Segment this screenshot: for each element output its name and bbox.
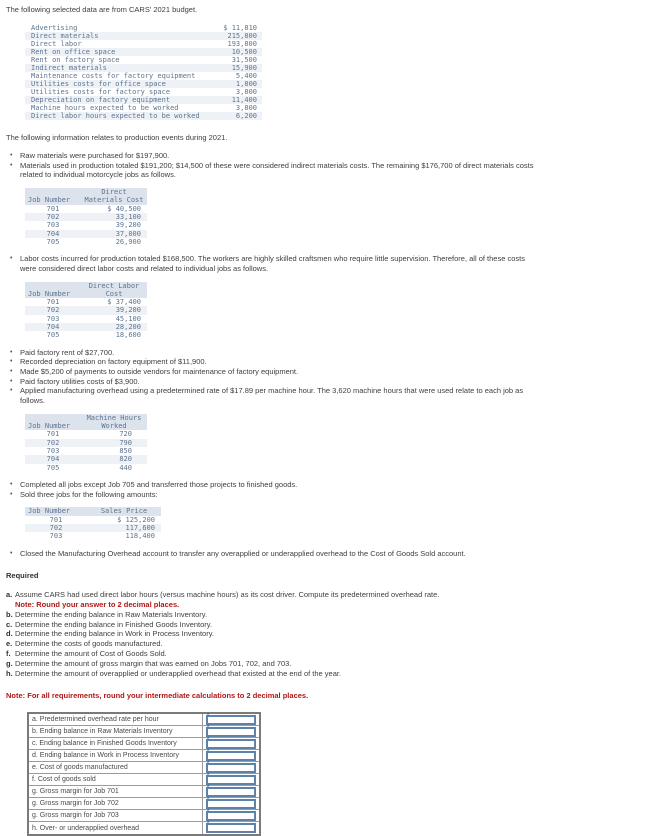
- value-cell: 45,100: [115, 314, 141, 323]
- item-letter: c.: [6, 619, 13, 629]
- value-cell: 720: [119, 430, 132, 439]
- value-cell: 850: [119, 447, 132, 456]
- budget-value: 215,800: [227, 32, 257, 40]
- answer-label: c. Ending balance in Finished Goods Inventory: [29, 738, 203, 749]
- budget-label: Direct labor: [31, 40, 82, 48]
- item-text: Determine the amount of overapplied or underapplied overhead that existed at the end of the year.: [15, 668, 342, 678]
- answer-label: e. Cost of goods manufactured: [29, 762, 203, 773]
- answer-row: [29, 786, 259, 798]
- job-number-cell: 704: [46, 323, 60, 332]
- answer-input-d[interactable]: [206, 751, 256, 761]
- value-cell: 790: [119, 438, 132, 447]
- budget-value: 15,900: [231, 64, 257, 72]
- bullet-item: • Paid factory utilities costs of $3,900.: [6, 377, 538, 387]
- job-number-cell: 702: [46, 213, 60, 221]
- item-letter: h.: [6, 668, 13, 678]
- value-cell: $ 125,200: [117, 515, 155, 524]
- item-text: Assume CARS had used direct labor hours (versus machine hours) as its cost driver. Compute its predetermined overhead rate.: [15, 590, 440, 600]
- budget-table: [25, 24, 262, 120]
- bullet-item: • Paid factory rent of $27,700.: [6, 348, 538, 358]
- budget-label: Maintenance costs for factory equipment: [31, 72, 196, 80]
- completion-bullets: [6, 480, 538, 499]
- required-asterisk-icon: *: [207, 785, 210, 792]
- budget-row: [25, 64, 262, 72]
- direct-materials-table: [25, 188, 147, 246]
- answer-cell: [203, 822, 259, 834]
- job-number-cell: 705: [46, 331, 60, 340]
- answer-cell: [203, 750, 259, 761]
- table-row: [25, 331, 147, 339]
- budget-row: [25, 112, 262, 120]
- answer-cell: [203, 810, 259, 821]
- job-number-cell: 701: [46, 204, 60, 213]
- answer-label: a. Predetermined overhead rate per hour: [29, 714, 203, 725]
- table-row: [25, 306, 147, 314]
- item-text: Determine the ending balance in Raw Materials Inventory.: [15, 609, 208, 619]
- table-row: [25, 516, 161, 524]
- answer-label: h. Over- or underapplied overhead: [29, 822, 203, 834]
- production-intro-text: The following information relates to production events during 2021.: [6, 133, 228, 142]
- answer-label: g. Gross margin for Job 702: [29, 798, 203, 809]
- budget-label: Direct labor hours expected to be worked: [31, 112, 200, 120]
- required-asterisk-icon: *: [207, 713, 210, 720]
- value-cell: $ 40,500: [107, 204, 141, 213]
- answer-input-f[interactable]: [206, 775, 256, 785]
- budget-value: 193,800: [227, 40, 257, 48]
- budget-row: [25, 24, 262, 32]
- table-row: [25, 230, 147, 238]
- job-number-cell: 703: [46, 221, 60, 230]
- table-row: [25, 221, 147, 229]
- table-header: [25, 414, 147, 431]
- budget-label: Utilities costs for office space: [31, 80, 166, 88]
- required-item-c: [6, 620, 521, 630]
- answer-cell: [203, 762, 259, 773]
- job-number-cell: 702: [46, 438, 60, 447]
- answer-label: b. Ending balance in Raw Materials Inventory: [29, 726, 203, 737]
- budget-label: Indirect materials: [31, 64, 107, 72]
- item-text: Determine the costs of goods manufactured.: [15, 639, 163, 649]
- answer-cell: [203, 774, 259, 785]
- budget-label: Rent on office space: [31, 48, 116, 56]
- table-row: [25, 213, 147, 221]
- job-number-cell: 705: [46, 463, 60, 472]
- value-cell: 39,200: [115, 306, 141, 315]
- value-cell: 33,100: [115, 213, 141, 221]
- answer-input-g-703[interactable]: [206, 811, 256, 821]
- required-item-g: [6, 659, 521, 669]
- item-letter: f.: [6, 649, 11, 659]
- budget-value: 3,800: [235, 104, 257, 112]
- budget-row: [25, 88, 262, 96]
- required-asterisk-icon: *: [207, 809, 210, 816]
- value-cell: 26,900: [115, 237, 141, 246]
- required-item-f: [6, 649, 521, 659]
- budget-value: 3,800: [235, 88, 257, 96]
- value-cell: 117,600: [125, 523, 155, 532]
- bullet-item: • Made $5,200 of payments to outside vendors for maintenance of factory equipment.: [6, 367, 538, 377]
- table-row: [25, 464, 147, 472]
- table-header: [25, 282, 147, 299]
- required-asterisk-icon: *: [207, 749, 210, 756]
- rounding-note: Note: For all requirements, round your intermediate calculations to 2 decimal places.: [6, 691, 309, 701]
- column-header: Worked: [81, 422, 147, 430]
- value-cell: 118,400: [125, 532, 155, 541]
- machine-hours-table: [25, 414, 147, 472]
- bullet-item: • Raw materials were purchased for $197,900.: [6, 151, 538, 161]
- answer-label: f. Cost of goods sold: [29, 774, 203, 785]
- table-row: [25, 447, 147, 455]
- table-row: [25, 238, 147, 246]
- answer-cell: [203, 786, 259, 797]
- column-header: Job Number: [25, 422, 81, 430]
- answer-row: [29, 810, 259, 822]
- required-heading: Required: [6, 571, 39, 581]
- item-text: Determine the amount of Cost of Goods Sold.: [15, 649, 167, 659]
- budget-label: Utilities costs for factory space: [31, 88, 171, 96]
- answer-row: [29, 726, 259, 738]
- item-letter: d.: [6, 629, 13, 639]
- table-row: [25, 323, 147, 331]
- budget-label: Direct materials: [31, 32, 99, 40]
- item-letter: a.: [6, 590, 13, 600]
- budget-row: [25, 104, 262, 112]
- budget-value: 6,200: [235, 112, 257, 120]
- required-asterisk-icon: *: [207, 773, 210, 780]
- item-text: Determine the ending balance in Finished Goods Inventory.: [15, 619, 213, 629]
- budget-value: 10,500: [231, 48, 257, 56]
- budget-row: [25, 80, 262, 88]
- answer-row: [29, 738, 259, 750]
- value-cell: 18,600: [115, 331, 141, 340]
- budget-row: [25, 40, 262, 48]
- bullet-item: • Closed the Manufacturing Overhead account to transfer any overapplied or underapplied overhead to the Cost of Goods Sold account.: [6, 549, 538, 559]
- required-list: [6, 590, 521, 678]
- materials-bullets: [6, 151, 538, 180]
- table-row: [25, 430, 147, 438]
- bullet-item: • Sold three jobs for the following amounts:: [6, 490, 538, 500]
- answer-row: [29, 750, 259, 762]
- answer-cell: [203, 726, 259, 737]
- required-asterisk-icon: *: [207, 737, 210, 744]
- required-note-a: Note: Round your answer to 2 decimal places.: [15, 600, 180, 610]
- job-number-cell: 703: [46, 447, 60, 456]
- column-header: Job Number: [25, 290, 81, 298]
- item-text: Determine the amount of gross margin that was earned on Jobs 701, 702, and 703.: [15, 658, 292, 668]
- budget-row: [25, 32, 262, 40]
- budget-value: 1,800: [235, 80, 257, 88]
- required-item-d: [6, 629, 521, 639]
- table-row: [25, 455, 147, 463]
- column-header: Direct: [81, 188, 147, 196]
- table-header: [25, 188, 147, 205]
- budget-label: Advertising: [31, 24, 78, 32]
- job-number-cell: 703: [49, 532, 63, 541]
- table-row: [25, 205, 147, 213]
- column-header: Direct Labor: [81, 282, 147, 290]
- job-number-cell: 704: [46, 455, 60, 464]
- answer-row: [29, 714, 259, 726]
- job-number-cell: 703: [46, 314, 60, 323]
- value-cell: 820: [119, 455, 132, 464]
- budget-value: $ 11,810: [223, 24, 257, 32]
- required-asterisk-icon: *: [207, 725, 210, 732]
- answer-input-c[interactable]: [206, 739, 256, 749]
- job-number-cell: 701: [49, 515, 63, 524]
- value-cell: $ 37,400: [107, 298, 141, 307]
- answer-input-g-702[interactable]: [206, 799, 256, 809]
- table-row: [25, 532, 161, 540]
- budget-label: Machine hours expected to be worked: [31, 104, 179, 112]
- value-cell: 39,200: [115, 221, 141, 230]
- required-item-b: [6, 610, 521, 620]
- answer-input-e[interactable]: [206, 763, 256, 773]
- budget-label: Depreciation on factory equipment: [31, 96, 171, 104]
- required-item-h: [6, 669, 521, 679]
- answer-label: d. Ending balance in Work in Process Inventory: [29, 750, 203, 761]
- budget-value: 5,400: [235, 72, 257, 80]
- answer-cell: [203, 714, 259, 725]
- answer-row: [29, 774, 259, 786]
- table-header: [25, 507, 161, 515]
- bullet-item: • Completed all jobs except Job 705 and transferred those projects to finished goods.: [6, 480, 538, 490]
- column-header: Materials Cost: [81, 196, 147, 204]
- bullet-item: • Materials used in production totaled $191,200; $14,500 of these were considered indirect materials costs. The remaining $176,700 of direct materials costs related to individual motorcycle jobs as follows.: [6, 161, 538, 180]
- item-letter: g.: [6, 658, 13, 668]
- job-number-cell: 702: [46, 306, 60, 315]
- value-cell: 440: [119, 463, 132, 472]
- table-row: [25, 315, 147, 323]
- column-header: Job Number: [25, 507, 87, 515]
- budget-value: 11,400: [231, 96, 257, 104]
- required-asterisk-icon: *: [207, 821, 210, 828]
- job-number-cell: 701: [46, 430, 60, 439]
- table-row: [25, 298, 147, 306]
- budget-row: [25, 72, 262, 80]
- answer-cell: [203, 738, 259, 749]
- value-cell: 37,000: [115, 229, 141, 238]
- sales-price-table: [25, 507, 161, 540]
- column-header: Job Number: [25, 196, 81, 204]
- column-header: Cost: [81, 290, 147, 298]
- required-item-e: [6, 639, 521, 649]
- answer-row: [29, 822, 259, 834]
- answer-table: [27, 712, 261, 836]
- column-header: Sales Price: [87, 507, 161, 515]
- answer-input-h[interactable]: [206, 823, 256, 833]
- item-letter: b.: [6, 609, 13, 619]
- answer-label: g. Gross margin for Job 703: [29, 810, 203, 821]
- closing-bullet: [6, 549, 538, 559]
- budget-row: [25, 56, 262, 64]
- job-number-cell: 701: [46, 298, 60, 307]
- budget-row: [25, 96, 262, 104]
- answer-row: [29, 798, 259, 810]
- column-header: Machine Hours: [81, 414, 147, 422]
- job-number-cell: 705: [46, 237, 60, 246]
- job-number-cell: 704: [46, 229, 60, 238]
- budget-row: [25, 48, 262, 56]
- job-number-cell: 702: [49, 523, 63, 532]
- answer-input-g-701[interactable]: [206, 787, 256, 797]
- answer-input-a[interactable]: [206, 715, 256, 725]
- budget-value: 31,500: [231, 56, 257, 64]
- required-asterisk-icon: *: [207, 761, 210, 768]
- answer-cell: [203, 798, 259, 809]
- bullet-item: • Applied manufacturing overhead using a predetermined rate of $17.89 per machine hour. The 3,620 machine hours that were used relate to each job as follows.: [6, 386, 538, 405]
- answer-row: [29, 762, 259, 774]
- overhead-bullets: [6, 348, 538, 406]
- table-row: [25, 439, 147, 447]
- answer-label: g. Gross margin for Job 701: [29, 786, 203, 797]
- item-text: Determine the ending balance in Work in Process Inventory.: [15, 629, 214, 639]
- value-cell: 28,200: [115, 323, 141, 332]
- budget-label: Rent on factory space: [31, 56, 120, 64]
- required-item-a: [6, 590, 521, 600]
- table-row: [25, 524, 161, 532]
- required-asterisk-icon: *: [207, 797, 210, 804]
- labor-bullet: [6, 254, 538, 273]
- direct-labor-table: [25, 282, 147, 340]
- answer-input-b[interactable]: [206, 727, 256, 737]
- intro-text: The following selected data are from CARS' 2021 budget.: [6, 5, 198, 14]
- bullet-item: • Recorded depreciation on factory equipment of $11,900.: [6, 357, 538, 367]
- item-letter: e.: [6, 639, 13, 649]
- bullet-item: • Labor costs incurred for production totaled $168,500. The workers are highly skilled craftsmen who require little supervision. Therefore, all of these costs were considered direct labor costs and related to individual jobs as follows.: [6, 254, 538, 273]
